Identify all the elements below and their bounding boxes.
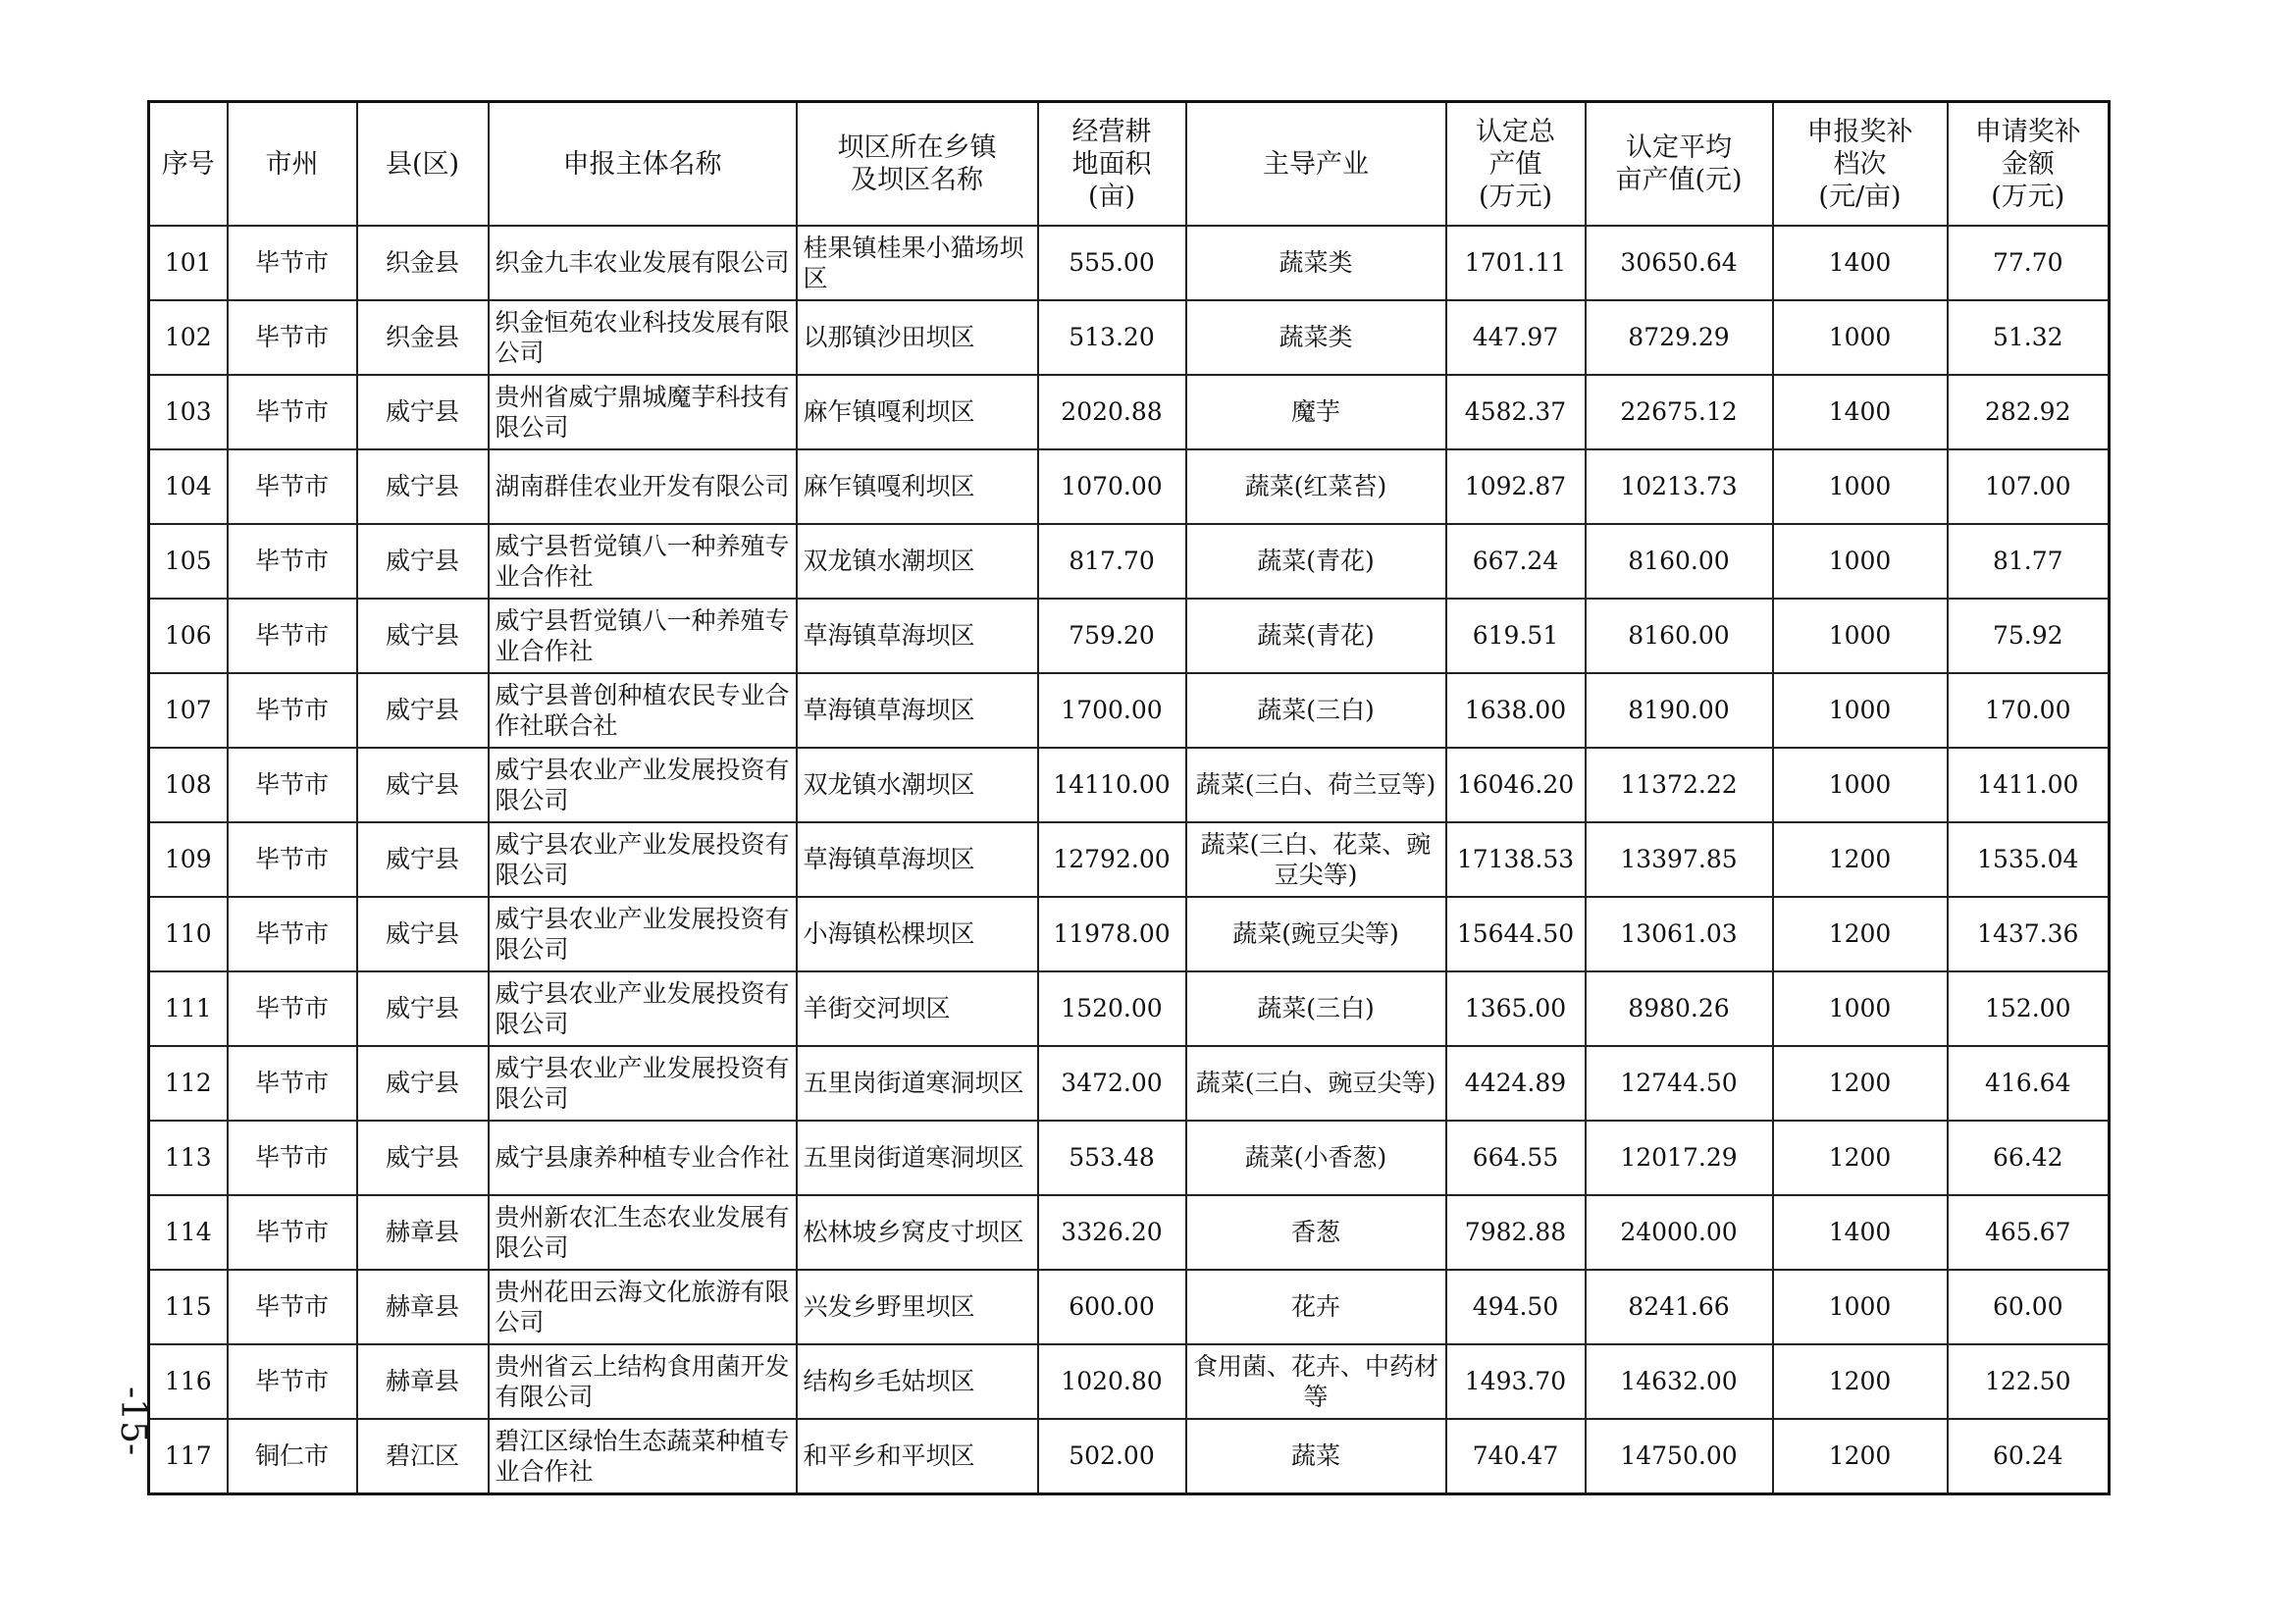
table-cell: 毕节市: [228, 897, 357, 971]
table-cell: 蔬菜(青花): [1186, 599, 1446, 673]
table-cell: 威宁县农业产业发展投资有限公司: [489, 897, 797, 971]
table-body: [149, 226, 2110, 1494]
table-cell: 赫章县: [357, 1195, 489, 1270]
table-cell: 494.50: [1446, 1270, 1586, 1344]
table-cell: 贵州花田云海文化旅游有限公司: [489, 1270, 797, 1344]
table-cell: 11372.22: [1586, 748, 1773, 822]
table-cell: 双龙镇水潮坝区: [797, 748, 1038, 822]
table-cell: 威宁县: [357, 822, 489, 897]
table-cell: 蔬菜(小香葱): [1186, 1121, 1446, 1195]
table-cell: 桂果镇桂果小猫场坝区: [797, 226, 1038, 300]
column-header: 认定平均 亩产值(元): [1586, 102, 1773, 227]
table-cell: 五里岗街道寒洞坝区: [797, 1121, 1038, 1195]
table-cell: 66.42: [1948, 1121, 2110, 1195]
table-cell: 553.48: [1038, 1121, 1186, 1195]
table-cell: 16046.20: [1446, 748, 1586, 822]
table-cell: 毕节市: [228, 226, 357, 300]
table-cell: 松林坡乡窝皮寸坝区: [797, 1195, 1038, 1270]
column-header: 市州: [228, 102, 357, 227]
table-cell: 4424.89: [1446, 1046, 1586, 1121]
table-cell: 24000.00: [1586, 1195, 1773, 1270]
table-cell: 贵州省威宁鼎城魔芋科技有限公司: [489, 375, 797, 449]
table-cell: 116: [149, 1344, 228, 1419]
table-cell: 毕节市: [228, 673, 357, 748]
table-cell: 威宁县康养种植专业合作社: [489, 1121, 797, 1195]
column-header: 申报主体名称: [489, 102, 797, 227]
table-cell: 1200: [1773, 1419, 1948, 1494]
table-cell: 14110.00: [1038, 748, 1186, 822]
table-cell: 600.00: [1038, 1270, 1186, 1344]
table-cell: 2020.88: [1038, 375, 1186, 449]
table-cell: 织金九丰农业发展有限公司: [489, 226, 797, 300]
table-cell: 羊街交河坝区: [797, 971, 1038, 1046]
table-cell: 30650.64: [1586, 226, 1773, 300]
table-cell: 威宁县: [357, 1046, 489, 1121]
table-cell: 108: [149, 748, 228, 822]
table-cell: 77.70: [1948, 226, 2110, 300]
table-cell: 1535.04: [1948, 822, 2110, 897]
table-row: [149, 449, 2110, 524]
table-cell: 织金县: [357, 300, 489, 375]
table-cell: 1000: [1773, 524, 1948, 599]
table-cell: 1020.80: [1038, 1344, 1186, 1419]
table-cell: 170.00: [1948, 673, 2110, 748]
table-cell: 817.70: [1038, 524, 1186, 599]
table-cell: 威宁县普创种植农民专业合作社联合社: [489, 673, 797, 748]
header-row: [149, 102, 2110, 227]
table-cell: 毕节市: [228, 524, 357, 599]
table-cell: 1400: [1773, 1195, 1948, 1270]
table-row: [149, 300, 2110, 375]
table-cell: 和平乡和平坝区: [797, 1419, 1038, 1494]
column-header: 申报奖补 档次 (元/亩): [1773, 102, 1948, 227]
table-cell: 毕节市: [228, 822, 357, 897]
table-cell: 威宁县哲觉镇八一种养殖专业合作社: [489, 524, 797, 599]
table-cell: 13061.03: [1586, 897, 1773, 971]
table-row: [149, 1121, 2110, 1195]
table-cell: 75.92: [1948, 599, 2110, 673]
table-cell: 1365.00: [1446, 971, 1586, 1046]
table-cell: 草海镇草海坝区: [797, 673, 1038, 748]
table-cell: 740.47: [1446, 1419, 1586, 1494]
table-cell: 4582.37: [1446, 375, 1586, 449]
table-cell: 110: [149, 897, 228, 971]
table-cell: 威宁县: [357, 971, 489, 1046]
table-cell: 威宁县哲觉镇八一种养殖专业合作社: [489, 599, 797, 673]
table-row: [149, 1195, 2110, 1270]
table-cell: 草海镇草海坝区: [797, 599, 1038, 673]
table-cell: 1700.00: [1038, 673, 1186, 748]
table-cell: 魔芋: [1186, 375, 1446, 449]
table-cell: 109: [149, 822, 228, 897]
table-cell: 毕节市: [228, 971, 357, 1046]
table-cell: 双龙镇水潮坝区: [797, 524, 1038, 599]
table-cell: 122.50: [1948, 1344, 2110, 1419]
table-cell: 碧江区: [357, 1419, 489, 1494]
table-cell: 103: [149, 375, 228, 449]
table-cell: 14750.00: [1586, 1419, 1773, 1494]
table-cell: 贵州新农汇生态农业发展有限公司: [489, 1195, 797, 1270]
table-cell: 513.20: [1038, 300, 1186, 375]
table-cell: 1000: [1773, 673, 1948, 748]
table-cell: 1000: [1773, 599, 1948, 673]
table-cell: 毕节市: [228, 1344, 357, 1419]
table-cell: 8980.26: [1586, 971, 1773, 1046]
table-cell: 蔬菜(三白): [1186, 971, 1446, 1046]
table-cell: 1701.11: [1446, 226, 1586, 300]
table-cell: 兴发乡野里坝区: [797, 1270, 1038, 1344]
table-cell: 7982.88: [1446, 1195, 1586, 1270]
table-cell: 555.00: [1038, 226, 1186, 300]
table-row: [149, 375, 2110, 449]
table-cell: 102: [149, 300, 228, 375]
table-cell: 以那镇沙田坝区: [797, 300, 1038, 375]
table-cell: 蔬菜(豌豆尖等): [1186, 897, 1446, 971]
table-cell: 毕节市: [228, 300, 357, 375]
table-cell: 麻乍镇嘎利坝区: [797, 375, 1038, 449]
table-row: [149, 673, 2110, 748]
table-cell: 8190.00: [1586, 673, 1773, 748]
table-cell: 五里岗街道寒洞坝区: [797, 1046, 1038, 1121]
table-cell: 1200: [1773, 1344, 1948, 1419]
table-cell: 麻乍镇嘎利坝区: [797, 449, 1038, 524]
table-cell: 毕节市: [228, 748, 357, 822]
table-cell: 1437.36: [1948, 897, 2110, 971]
table-cell: 威宁县: [357, 748, 489, 822]
table-cell: 威宁县农业产业发展投资有限公司: [489, 822, 797, 897]
table-cell: 毕节市: [228, 599, 357, 673]
table-cell: 1000: [1773, 449, 1948, 524]
table-cell: 107.00: [1948, 449, 2110, 524]
table-cell: 蔬菜(三白、豌豆尖等): [1186, 1046, 1446, 1121]
column-header: 认定总 产值 (万元): [1446, 102, 1586, 227]
table-row: [149, 822, 2110, 897]
table-cell: 115: [149, 1270, 228, 1344]
table-row: [149, 971, 2110, 1046]
table-cell: 蔬菜(三白、荷兰豆等): [1186, 748, 1446, 822]
award-table: [147, 100, 2111, 1495]
table-cell: 17138.53: [1446, 822, 1586, 897]
table-cell: 8729.29: [1586, 300, 1773, 375]
table-cell: 威宁县: [357, 897, 489, 971]
table-cell: 湖南群佳农业开发有限公司: [489, 449, 797, 524]
table-cell: 152.00: [1948, 971, 2110, 1046]
table-row: [149, 524, 2110, 599]
table-cell: 759.20: [1038, 599, 1186, 673]
table-row: [149, 599, 2110, 673]
table-cell: 毕节市: [228, 375, 357, 449]
table-cell: 蔬菜类: [1186, 226, 1446, 300]
column-header: 经营耕 地面积 (亩): [1038, 102, 1186, 227]
table-cell: 1070.00: [1038, 449, 1186, 524]
table-cell: 蔬菜(三白): [1186, 673, 1446, 748]
table-cell: 食用菌、花卉、中药材等: [1186, 1344, 1446, 1419]
column-header: 序号: [149, 102, 228, 227]
table-cell: 14632.00: [1586, 1344, 1773, 1419]
table-cell: 威宁县农业产业发展投资有限公司: [489, 971, 797, 1046]
table-cell: 104: [149, 449, 228, 524]
table-cell: 香葱: [1186, 1195, 1446, 1270]
table-cell: 蔬菜: [1186, 1419, 1446, 1494]
table-row: [149, 1270, 2110, 1344]
table-cell: 111: [149, 971, 228, 1046]
table-cell: 11978.00: [1038, 897, 1186, 971]
table-cell: 小海镇松棵坝区: [797, 897, 1038, 971]
table-row: [149, 226, 2110, 300]
table-cell: 赫章县: [357, 1270, 489, 1344]
table-cell: 毕节市: [228, 449, 357, 524]
table-cell: 667.24: [1446, 524, 1586, 599]
table-cell: 664.55: [1446, 1121, 1586, 1195]
table-cell: 1200: [1773, 1046, 1948, 1121]
table-cell: 8160.00: [1586, 599, 1773, 673]
table-cell: 106: [149, 599, 228, 673]
table-cell: 113: [149, 1121, 228, 1195]
table-cell: 1200: [1773, 1121, 1948, 1195]
table-cell: 织金县: [357, 226, 489, 300]
table-cell: 13397.85: [1586, 822, 1773, 897]
column-header: 申请奖补 金额 (万元): [1948, 102, 2110, 227]
table-cell: 1200: [1773, 822, 1948, 897]
table-cell: 威宁县: [357, 1121, 489, 1195]
table-cell: 502.00: [1038, 1419, 1186, 1494]
table-row: [149, 748, 2110, 822]
table-cell: 碧江区绿怡生态蔬菜种植专业合作社: [489, 1419, 797, 1494]
table-row: [149, 1344, 2110, 1419]
table-cell: 毕节市: [228, 1270, 357, 1344]
table-cell: 威宁县: [357, 449, 489, 524]
table-cell: 22675.12: [1586, 375, 1773, 449]
table-cell: 威宁县: [357, 673, 489, 748]
table-cell: 蔬菜(青花): [1186, 524, 1446, 599]
table-cell: 3326.20: [1038, 1195, 1186, 1270]
table-cell: 619.51: [1446, 599, 1586, 673]
table-cell: 12744.50: [1586, 1046, 1773, 1121]
table-cell: 1000: [1773, 1270, 1948, 1344]
table-cell: 威宁县: [357, 599, 489, 673]
table-cell: 51.32: [1948, 300, 2110, 375]
column-header: 坝区所在乡镇 及坝区名称: [797, 102, 1038, 227]
table-cell: 12792.00: [1038, 822, 1186, 897]
table-cell: 465.67: [1948, 1195, 2110, 1270]
table-cell: 草海镇草海坝区: [797, 822, 1038, 897]
table-cell: 114: [149, 1195, 228, 1270]
table-cell: 15644.50: [1446, 897, 1586, 971]
table-cell: 结构乡毛姑坝区: [797, 1344, 1038, 1419]
table-cell: 8160.00: [1586, 524, 1773, 599]
table-cell: 60.00: [1948, 1270, 2110, 1344]
table-cell: 1400: [1773, 375, 1948, 449]
table-cell: 1000: [1773, 300, 1948, 375]
table-cell: 1400: [1773, 226, 1948, 300]
table-cell: 蔬菜(红菜苔): [1186, 449, 1446, 524]
table-cell: 织金恒苑农业科技发展有限公司: [489, 300, 797, 375]
table-cell: 1000: [1773, 971, 1948, 1046]
table-cell: 铜仁市: [228, 1419, 357, 1494]
table-cell: 107: [149, 673, 228, 748]
table-cell: 101: [149, 226, 228, 300]
table-cell: 赫章县: [357, 1344, 489, 1419]
table-cell: 8241.66: [1586, 1270, 1773, 1344]
table-cell: 1000: [1773, 748, 1948, 822]
table-cell: 威宁县农业产业发展投资有限公司: [489, 1046, 797, 1121]
table-cell: 112: [149, 1046, 228, 1121]
table-cell: 105: [149, 524, 228, 599]
table-cell: 毕节市: [228, 1046, 357, 1121]
table-cell: 1638.00: [1446, 673, 1586, 748]
column-header: 主导产业: [1186, 102, 1446, 227]
table-cell: 毕节市: [228, 1195, 357, 1270]
table-row: [149, 1046, 2110, 1121]
table-cell: 1520.00: [1038, 971, 1186, 1046]
table-cell: 蔬菜类: [1186, 300, 1446, 375]
table-cell: 60.24: [1948, 1419, 2110, 1494]
table-cell: 416.64: [1948, 1046, 2110, 1121]
table-cell: 贵州省云上结构食用菌开发有限公司: [489, 1344, 797, 1419]
table-cell: 10213.73: [1586, 449, 1773, 524]
table-cell: 花卉: [1186, 1270, 1446, 1344]
table-cell: 12017.29: [1586, 1121, 1773, 1195]
table-cell: 威宁县: [357, 375, 489, 449]
table-cell: 447.97: [1446, 300, 1586, 375]
table-cell: 威宁县: [357, 524, 489, 599]
table-cell: 1092.87: [1446, 449, 1586, 524]
table-cell: 蔬菜(三白、花菜、豌豆尖等): [1186, 822, 1446, 897]
table-cell: 117: [149, 1419, 228, 1494]
table-cell: 威宁县农业产业发展投资有限公司: [489, 748, 797, 822]
table-row: [149, 897, 2110, 971]
column-header: 县(区): [357, 102, 489, 227]
table-cell: 3472.00: [1038, 1046, 1186, 1121]
table-cell: 毕节市: [228, 1121, 357, 1195]
page-number: -15-: [113, 1387, 153, 1456]
table-row: [149, 1419, 2110, 1494]
table-cell: 1200: [1773, 897, 1948, 971]
table-cell: 1493.70: [1446, 1344, 1586, 1419]
table-cell: 282.92: [1948, 375, 2110, 449]
table-cell: 81.77: [1948, 524, 2110, 599]
table-cell: 1411.00: [1948, 748, 2110, 822]
